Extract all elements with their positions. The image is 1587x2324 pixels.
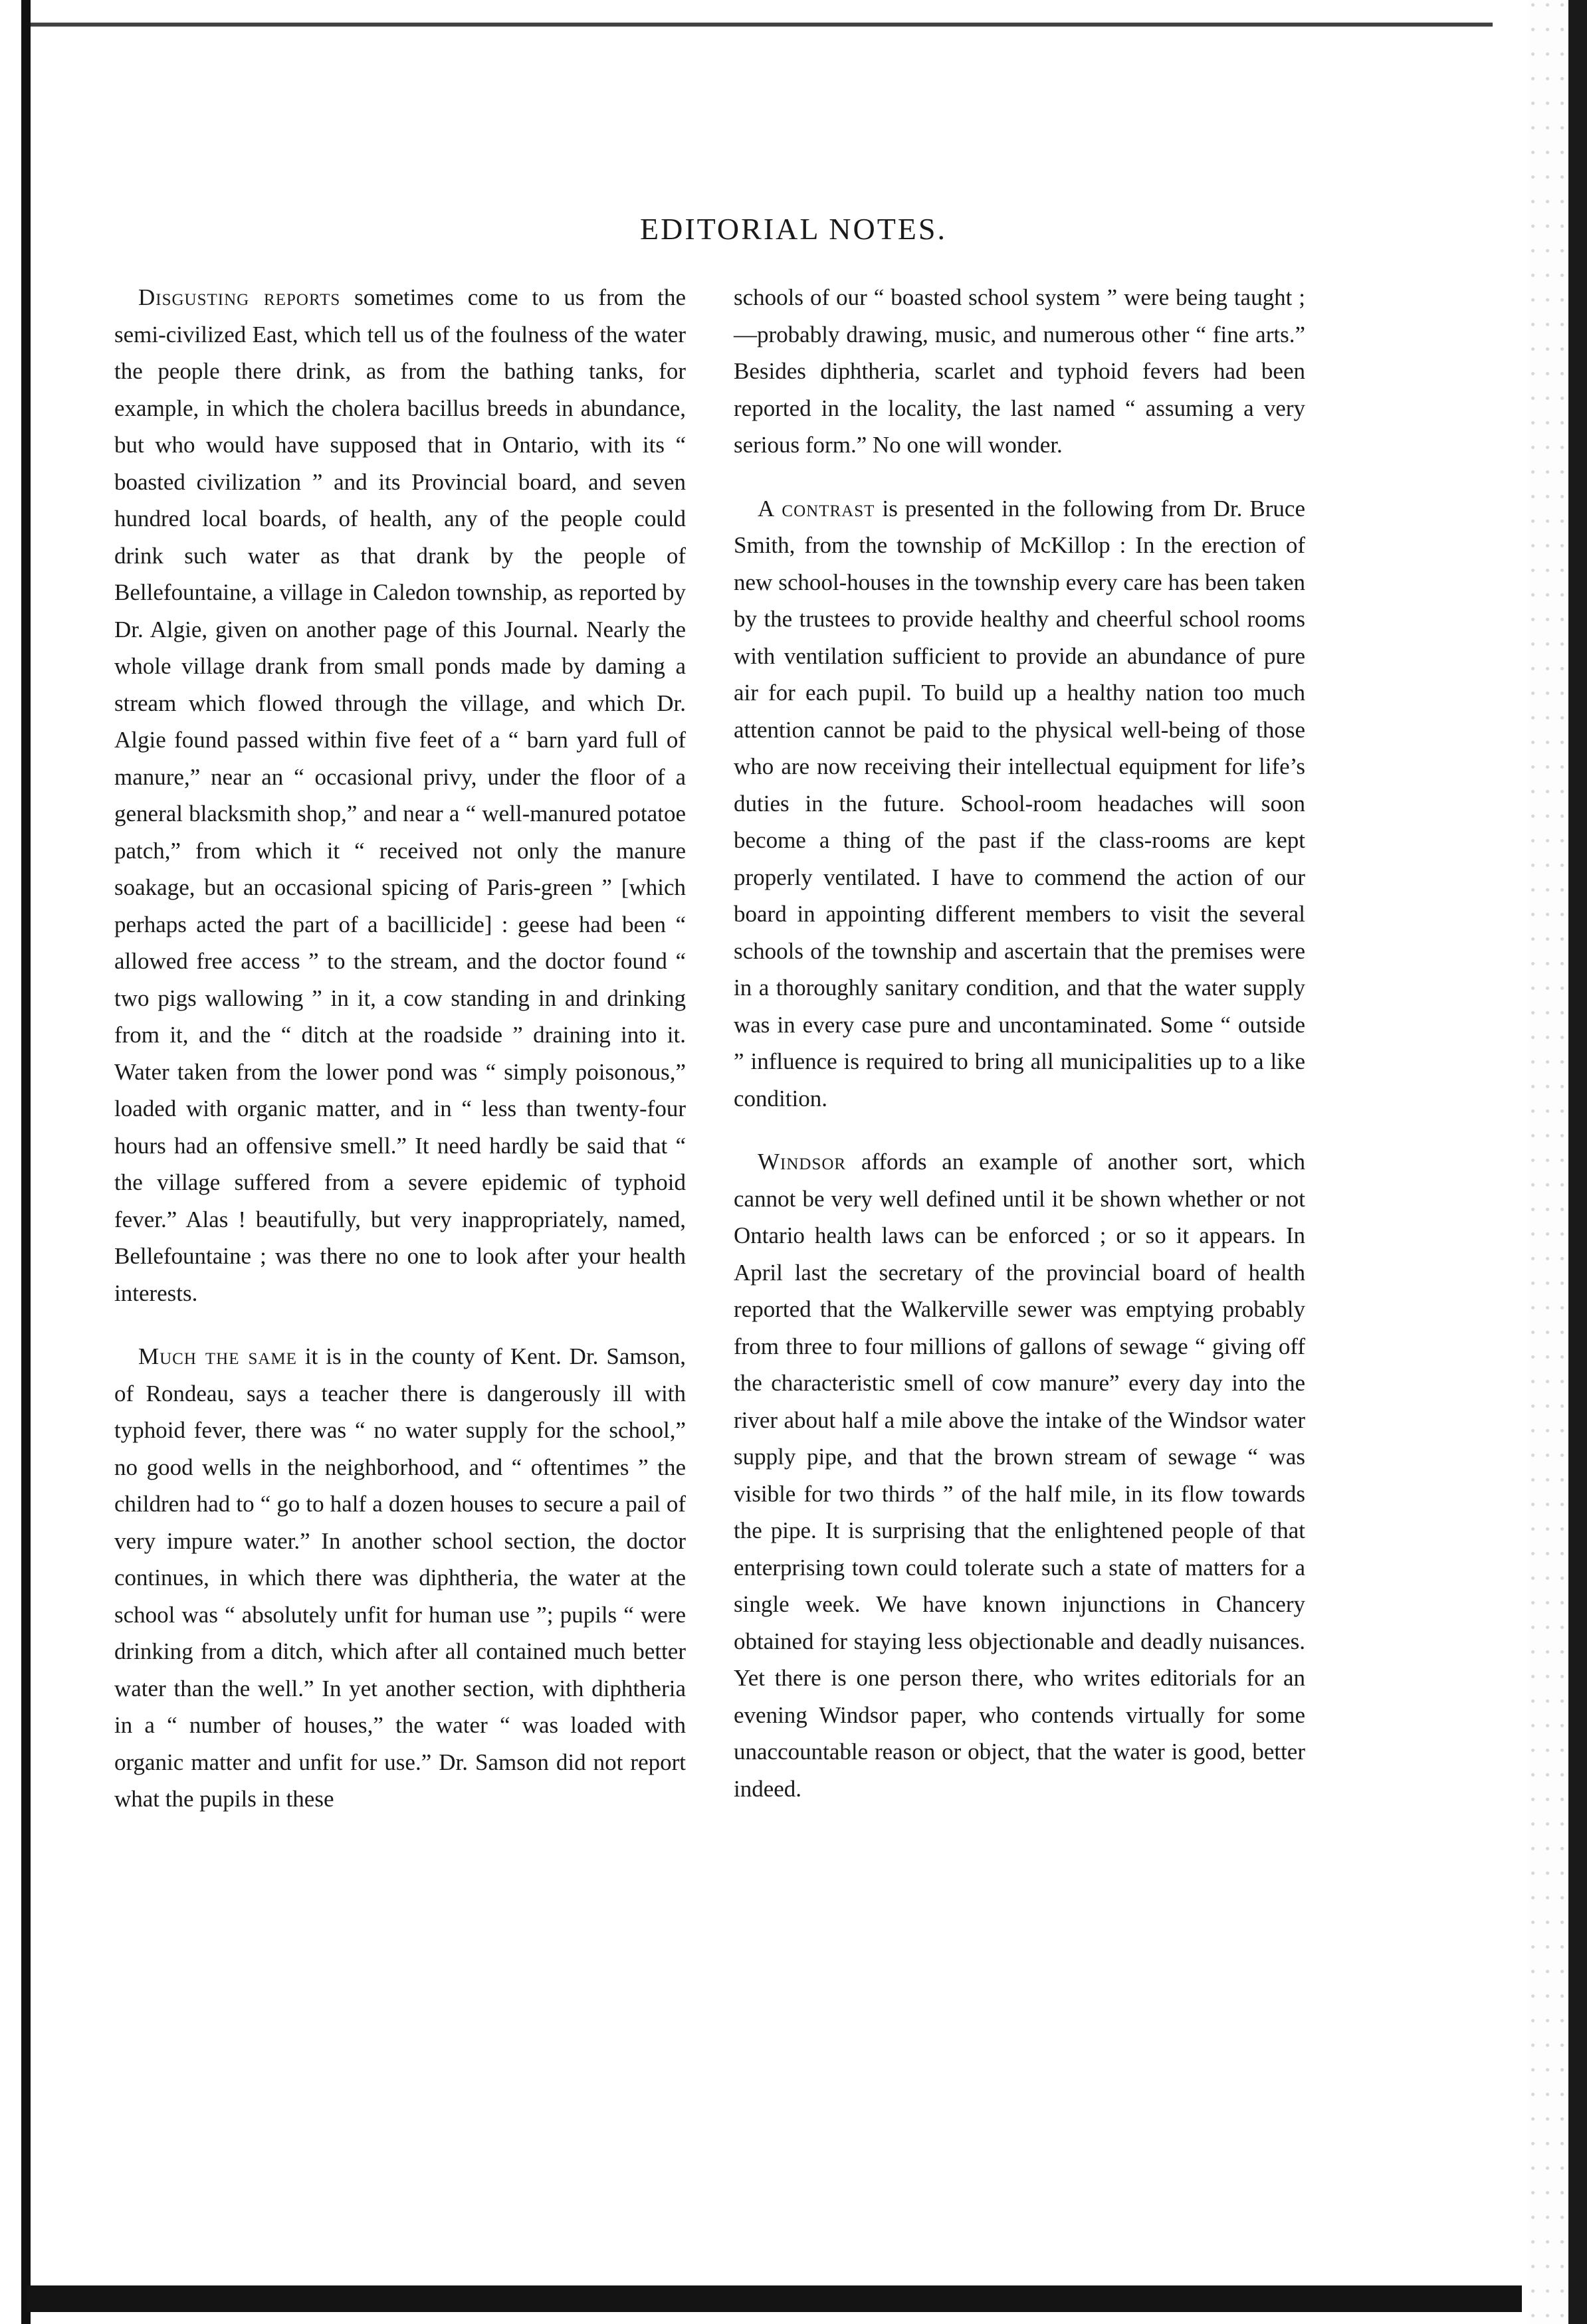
scan-edge-right (1529, 0, 1587, 2324)
scan-edge-bottom (27, 2285, 1522, 2312)
running-head: EDITORIAL NOTES. (640, 212, 947, 246)
paragraph-body: is presented in the following from Dr. Bruce Smith, from the township of McKillop : In the erection of new school-houses in the township every care has been taken by the trustees to provide healthy and cheerful school rooms with ventilation sufficient to provide an abundance of pure air for each pupil. To build up a healthy nation too much attention cannot be paid to the physical well-being of those who are now receiving their intellectual equipment for life’s duties in the future. School-room headaches will soon become a thing of the past if the class-rooms are kept properly ventilated. I have to commend the action of our board in appointing different members to visit the several schools of the township and ascertain that the premises were in a thoroughly sanitary condition, and that the water supply was in every case pure and uncontaminated. Some “ outside ” influence is required to bring all municipalities up to a like condition. (734, 495, 1306, 1112)
scan-edge-top (31, 23, 1493, 27)
left-column (114, 279, 686, 1818)
paragraph-lead: A contrast (758, 495, 875, 522)
paragraph-body: affords an example of another sort, which cannot be very well defined until it be shown whether or not Ontario health laws can be enforced ; or so it appears. In April last the secretary of the provincial board of health reported that the Walkerville sewer was emptying probably from three to four millions of gallons of sewage “ giving off the characteristic smell of cow manure” every day into the river about half a mile above the intake of the Windsor water supply pipe, and that the brown stream of sewage “ was visible for two thirds ” of the half mile, in its flow towards the pipe. It is surprising that the enlightened people of that enterprising town could tolerate such a state of matters for a single week. We have known injunctions in Chancery obtained for staying less objectionable and deadly nuisances. Yet there is one person there, who writes editorials for an evening Windsor paper, who contends virtually for some unaccountable reason or object, that the water is good, better indeed. (734, 1149, 1305, 1802)
paragraph-lead: Windsor (758, 1149, 847, 1175)
paragraph-body: it is in the county of Kent. Dr. Samson, of Rondeau, says a teacher there is dangerously ill with typhoid fever, there was “ no water supply for the school,” no good wells in the neighborhood, and “ oftentimes ” the children had to “ go to half a dozen houses to secure a pail of very impure water.” In another school section, the doctor continues, in which there was diphtheria, the water at the school was “ absolutely unfit for human use ”; pupils “ were drinking from a ditch, which after all contained much better water than the well.” In yet another section, with diphtheria in a “ number of houses,” the water “ was loaded with organic matter and unfit for use.” Dr. Samson did not report what the pupils in these (114, 1343, 686, 1812)
paragraph-continued (734, 279, 1305, 464)
paragraph-disgusting-reports (114, 279, 686, 1311)
paragraph-a-contrast (734, 490, 1305, 1117)
paragraph-windsor (734, 1143, 1305, 1807)
paragraph-body: sometimes come to us from the semi-civilized East, which tell us of the foulness of the water the people there drink, as from the bathing tanks, for example, in which the cholera bacillus breeds in abundance, but who would have supposed that in Ontario, with its “ boasted civilization ” and its Provincial board, and seven hundred local boards, of health, any of the people could drink such water as that drank by the people of Bellefountaine, a village in Caledon township, as reported by Dr. Algie, given on another page of this Journal. Nearly the whole village drank from small ponds made by daming a stream which flowed through the village, and which Dr. Algie found passed within five feet of a “ barn yard full of manure,” near an “ occasional privy, under the floor of a general blacksmith shop,” and near a “ well-manured potatoe patch,” from which it “ received not only the manure soakage, but an occasional spicing of Paris-green ” [which perhaps acted the part of a bacillicide] : geese had been “ allowed free access ” to the stream, and the doctor found “ two pigs wallowing ” in it, a cow standing in and drinking from it, and the “ ditch at the roadside ” draining into it. Water taken from the lower pond was “ simply poisonous,” loaded with organic matter, and in “ less than twenty-four hours had an offensive smell.” It need hardly be said that “ the village suffered from a severe epidemic of typhoid fever.” Alas ! beautifully, but very inappropriately, named, Bellefountaine ; was there no one to look after your health interests. (114, 284, 687, 1306)
right-column (734, 279, 1305, 1807)
paragraph-lead: Disgusting reports (138, 284, 341, 310)
paragraph-body: schools of our “ boasted school system ” were being taught ;—probably drawing, music, and numerous other “ fine arts.” Besides diphtheria, scarlet and typhoid fevers had been reported in the locality, the last named “ assuming a very serious form.” No one will wonder. (734, 284, 1305, 458)
paragraph-lead: Much the same (138, 1343, 297, 1369)
scan-edge-left (0, 0, 52, 2324)
paragraph-much-the-same (114, 1338, 686, 1818)
